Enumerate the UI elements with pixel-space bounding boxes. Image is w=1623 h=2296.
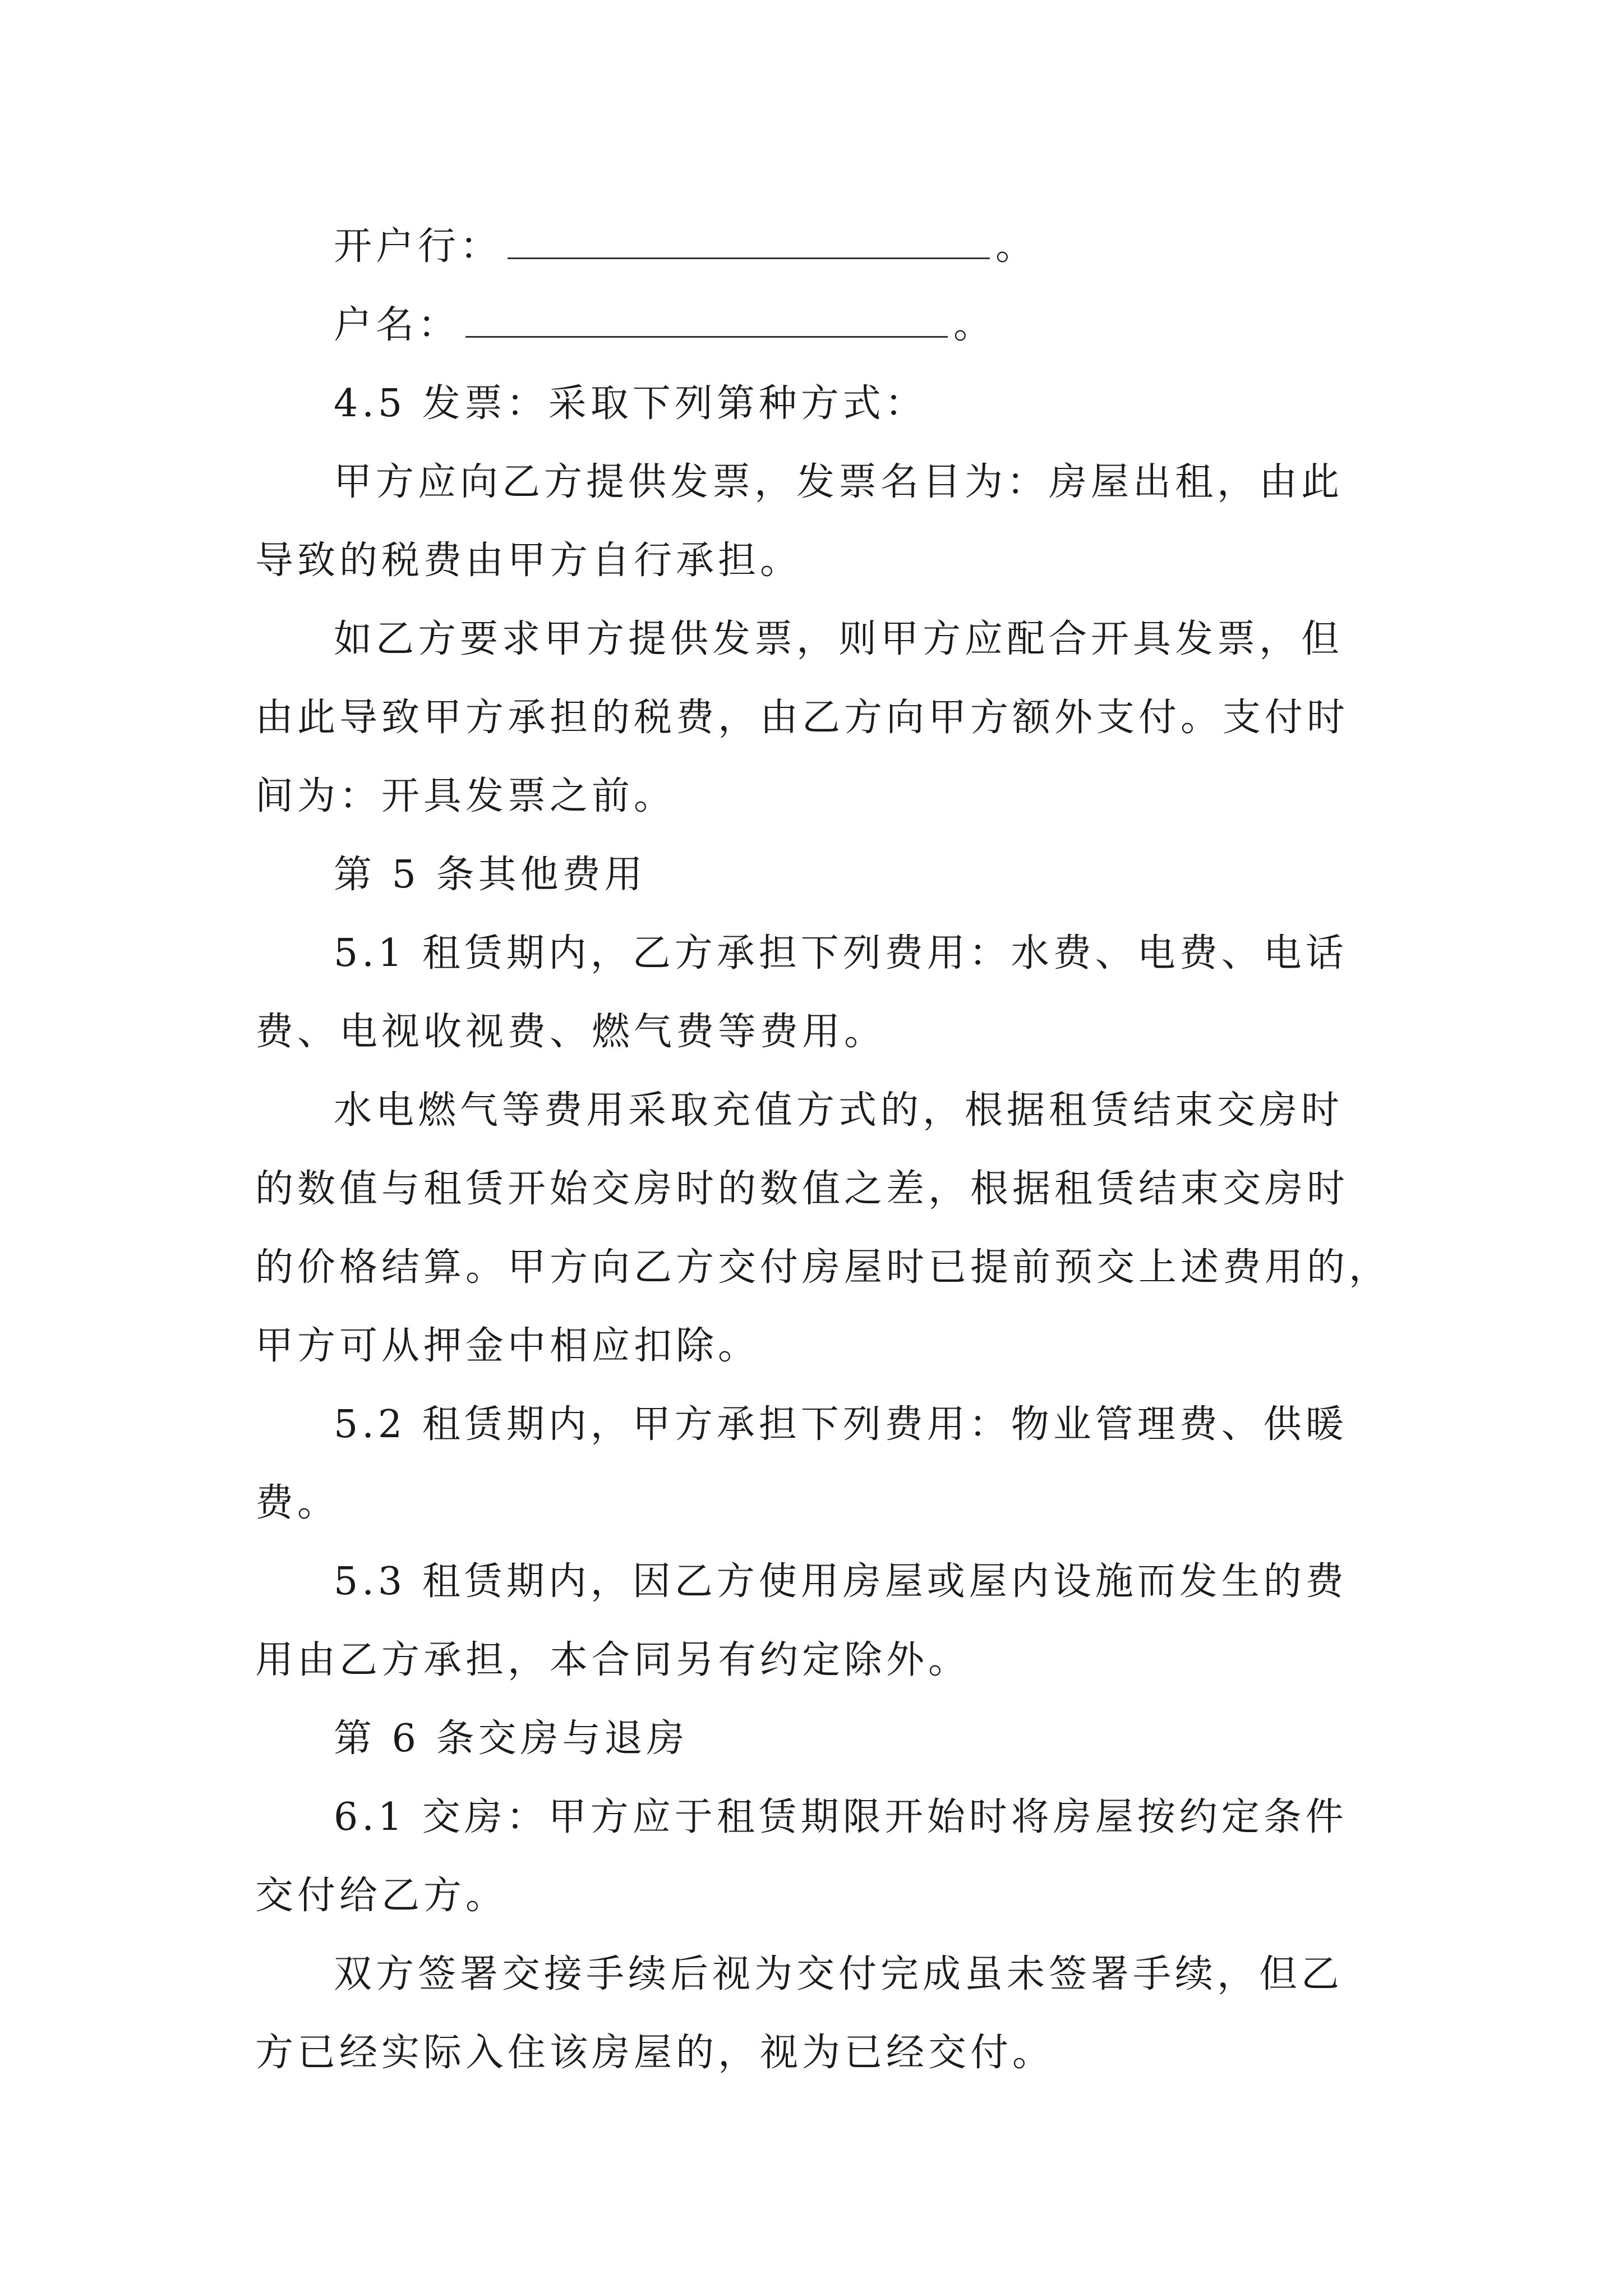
paragraph-line: 用由乙方承担，本合同另有约定除外。 [255, 1638, 971, 1682]
clause-4-5 [255, 365, 1388, 443]
article-5-heading [255, 836, 1388, 914]
paragraph-line: 由此导致甲方承担的税费，由乙方向甲方额外支付。支付时 [255, 696, 1349, 740]
article-heading: 第 5 条其他费用 [334, 853, 647, 897]
paragraph-line: 费。 [255, 1481, 340, 1525]
paragraph-line: 甲方可从押金中相应扣除。 [255, 1324, 760, 1368]
clause-5-3 [255, 1543, 1388, 1700]
paragraph-line: 5.3 租赁期内，因乙方使用房屋或屋内设施而发生的费 [334, 1559, 1348, 1604]
paragraph-line: 导致的税费由甲方自行承担。 [255, 539, 803, 583]
bank-label: 开户行： [334, 224, 502, 269]
paragraph-utilities [255, 1071, 1391, 1386]
paragraph-line: 5.1 租赁期内，乙方承担下列费用：水费、电费、电话 [334, 931, 1348, 976]
bank-suffix: 。 [995, 224, 1038, 269]
article-heading: 第 6 条交房与退房 [334, 1717, 689, 1761]
paragraph-line: 交付给乙方。 [255, 1874, 508, 1918]
bank-blank [508, 226, 990, 259]
paragraph-line: 费、电视收视费、燃气费等费用。 [255, 1010, 887, 1054]
document-body [255, 208, 1391, 2092]
paragraph-line: 的价格结算。甲方向乙方交付房屋时已提前预交上述费用的， [255, 1245, 1391, 1290]
clause-5-1 [255, 914, 1388, 1071]
account-name-suffix: 。 [953, 303, 996, 347]
paragraph-line: 双方签署交接手续后视为交付完成虽未签署手续，但乙 [334, 1952, 1344, 1996]
bank-line [255, 208, 1388, 286]
clause-5-2 [255, 1386, 1388, 1543]
paragraph-handover [255, 1935, 1388, 2092]
clause-6-1 [255, 1778, 1388, 1935]
account-name-line [255, 286, 1388, 365]
paragraph-invoice-request [255, 600, 1388, 836]
account-name-label: 户名： [334, 303, 460, 347]
paragraph-invoice-provide [255, 443, 1388, 600]
paragraph-line: 5.2 租赁期内，甲方承担下列费用：物业管理费、供暖 [334, 1402, 1348, 1447]
paragraph-line: 6.1 交房：甲方应于租赁期限开始时将房屋按约定条件 [334, 1795, 1348, 1839]
paragraph-line: 甲方应向乙方提供发票，发票名目为：房屋出租，由此 [334, 460, 1344, 504]
article-6-heading [255, 1700, 1388, 1778]
paragraph-line: 间为：开具发票之前。 [255, 774, 676, 818]
paragraph-line: 如乙方要求甲方提供发票，则甲方应配合开具发票，但 [334, 617, 1344, 661]
paragraph-line: 方已经实际入住该房屋的，视为已经交付。 [255, 2031, 1055, 2075]
clause-4-5-text: 4.5 发票：采取下列第种方式： [334, 381, 927, 426]
account-name-blank [465, 305, 948, 338]
paragraph-line: 水电燃气等费用采取充值方式的，根据租赁结束交房时 [334, 1088, 1344, 1133]
paragraph-line: 的数值与租赁开始交房时的数值之差，根据租赁结束交房时 [255, 1167, 1349, 1211]
